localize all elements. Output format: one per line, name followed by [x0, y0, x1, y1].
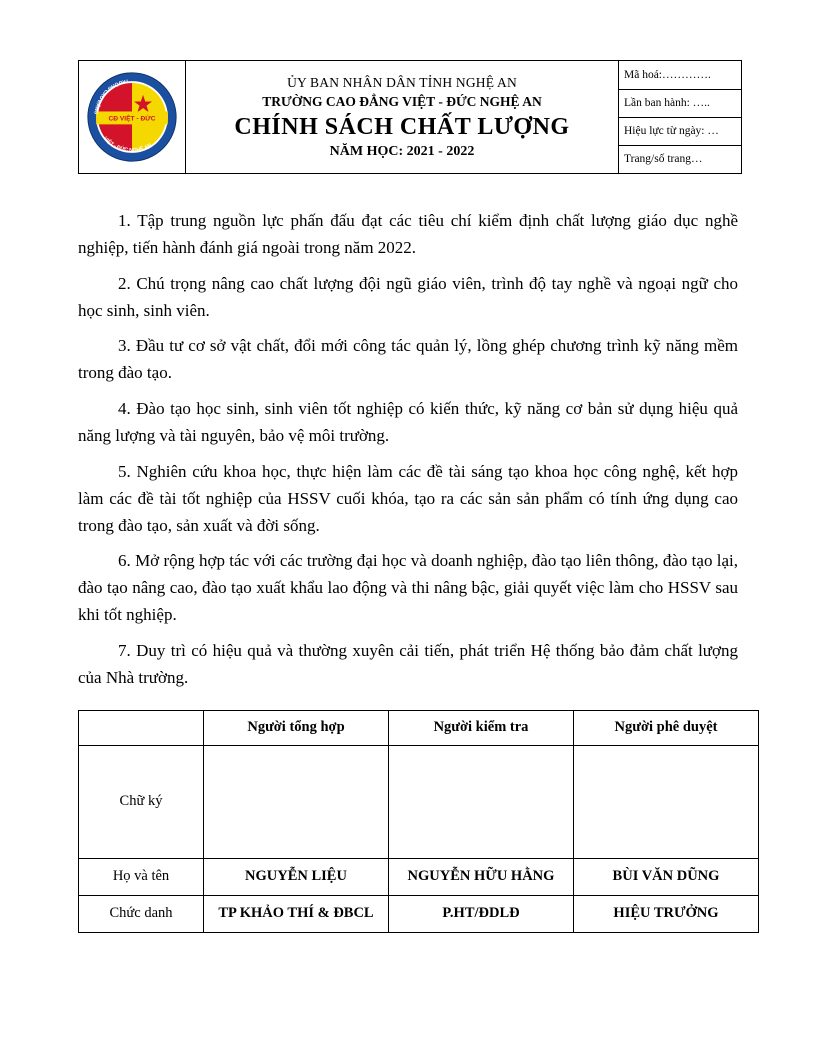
signature-row-label-name: Họ và tên [79, 858, 204, 895]
role-compiler: TP KHẢO THÍ & ĐBCL [204, 895, 389, 932]
policy-item-4: 4. Đào tạo học sinh, sinh viên tốt nghiệp có kiến thức, kỹ năng cơ bản sử dụng hiệu quả năng lượng và tài nguyên, bảo vệ môi trường. [78, 399, 738, 446]
header-meta-cell [619, 61, 742, 174]
signature-header-checker: Người kiểm tra [389, 710, 574, 745]
policy-item-2: 2. Chú trọng nâng cao chất lượng đội ngũ giáo viên, trình độ tay nghề và ngoại ngữ cho học sinh, sinh viên. [78, 273, 738, 320]
signature-header-row [79, 710, 759, 745]
policy-item-3: 3. Đầu tư cơ sở vật chất, đổi mới công tác quản lý, lồng ghép chương trình kỹ năng mềm trong đào tạo. [78, 336, 738, 383]
table-row [79, 895, 759, 932]
document-header [78, 60, 742, 174]
table-row [79, 745, 759, 858]
school-line: TRƯỜNG CAO ĐẲNG VIỆT - ĐỨC NGHỆ AN [262, 93, 542, 109]
svg-text:VIỆT - ĐỨC NGHỆ AN: VIỆT - ĐỨC NGHỆ AN [102, 135, 153, 154]
signature-table [78, 710, 759, 933]
name-checker: NGUYỄN HỮU HẰNG [389, 858, 574, 895]
school-year: NĂM HỌC: 2021 - 2022 [329, 143, 475, 159]
signature-header-blank [79, 710, 204, 745]
svg-text:CĐ VIỆT - ĐỨC: CĐ VIỆT - ĐỨC [108, 115, 156, 123]
name-approver: BÙI VĂN DŨNG [574, 858, 759, 895]
svg-text:TRƯỜNG CAO ĐẲNG: TRƯỜNG CAO ĐẲNG [92, 77, 130, 115]
signature-cell-checker [389, 745, 574, 858]
meta-code: Mã hoá:…………. [619, 62, 741, 90]
school-emblem-icon [86, 71, 178, 163]
policy-body [78, 208, 738, 692]
table-row [79, 858, 759, 895]
signature-row-label-role: Chức danh [79, 895, 204, 932]
policy-item-6: 6. Mở rộng hợp tác với các trường đại học và doanh nghiệp, đào tạo liên thông, đào tạo lại, đào tạo nâng cao, đào tạo xuất khẩu lao động và thi nâng bậc, giải quyết việc làm cho HSSV sau khi tốt nghiệp. [78, 551, 738, 625]
header-title-cell [186, 61, 619, 174]
document-meta-table [619, 62, 741, 173]
policy-item-7: 7. Duy trì có hiệu quả và thường xuyên cải tiến, phát triển Hệ thống bảo đảm chất lượng của Nhà trường. [78, 641, 738, 687]
role-approver: HIỆU TRƯỞNG [574, 895, 759, 932]
signature-header-approver: Người phê duyệt [574, 710, 759, 745]
document-title: CHÍNH SÁCH CHẤT LƯỢNG [234, 113, 570, 140]
role-checker: P.HT/ĐDLĐ [389, 895, 574, 932]
organization-line: ỦY BAN NHÂN DÂN TỈNH NGHỆ AN [287, 74, 517, 90]
logo-cell [79, 61, 186, 174]
signature-row-label-signature: Chữ ký [79, 745, 204, 858]
signature-cell-approver [574, 745, 759, 858]
signature-cell-compiler [204, 745, 389, 858]
meta-issue: Lần ban hành: ….. [619, 89, 741, 117]
name-compiler: NGUYỄN LIỆU [204, 858, 389, 895]
signature-header-compiler: Người tổng hợp [204, 710, 389, 745]
meta-page: Trang/số trang… [624, 153, 703, 165]
meta-effective-date: Hiệu lực từ ngày: … [619, 117, 741, 145]
policy-item-1: 1. Tập trung nguồn lực phấn đấu đạt các tiêu chí kiểm định chất lượng giáo dục nghề nghiệp, tiến hành đánh giá ngoài trong năm 2022. [78, 211, 738, 257]
policy-item-5: 5. Nghiên cứu khoa học, thực hiện làm các đề tài sáng tạo khoa học công nghệ, kết hợp làm các đề tài tốt nghiệp của HSSV cuối khóa, tạo ra các sản sản phẩm có tính ứng dụng cao trong đào tạo, sản xuất và đời sống. [78, 461, 738, 535]
